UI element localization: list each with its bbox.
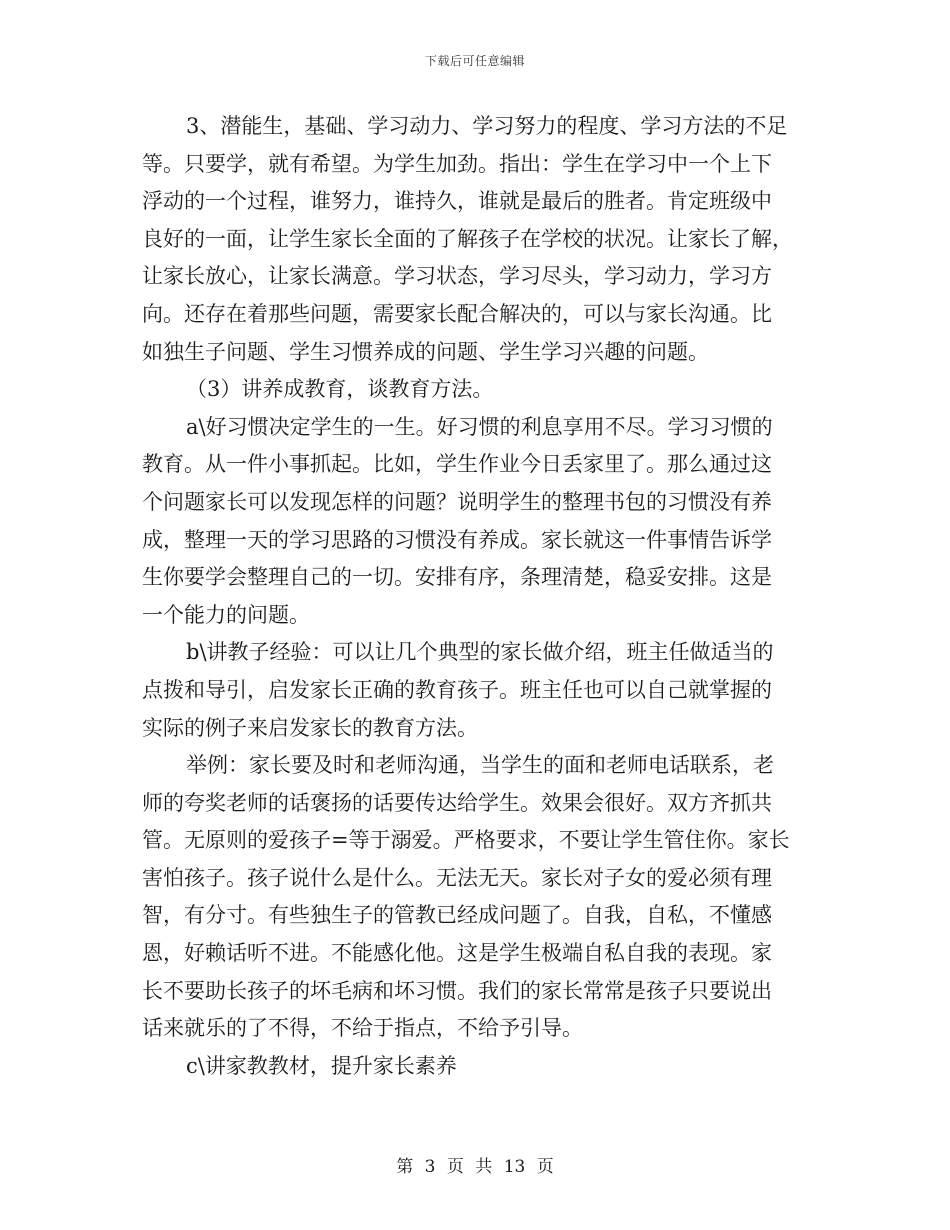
paragraph-line: 恩，好赖话听不进。不能感化他。这是学生极端自私自我的表现。家 <box>142 941 772 966</box>
paragraph-line: 长不要助长孩子的坏毛病和坏习惯。我们的家长常常是孩子只要说出 <box>142 978 772 1003</box>
paragraph-line: a\好习惯决定学生的一生。好习惯的利息享用不尽。学习习惯的 <box>186 414 773 439</box>
paragraph-line: 生你要学会整理自己的一切。安排有序，条理清楚，稳妥安排。这是 <box>142 565 772 590</box>
paragraph-line: 3、潜能生，基础、学习动力、学习努力的程度、学习方法的不足 <box>186 114 788 138</box>
page-number: 第 3 页 共 13 页 <box>396 1157 554 1177</box>
paragraph-line: 良好的一面，让学生家长全面的了解孩子在学校的状况。让家长了解， <box>142 226 793 251</box>
paragraph-line: 浮动的一个过程，谁努力，谁持久，谁就是最后的胜者。肯定班级中 <box>142 189 772 214</box>
paragraph-line: 如独生子问题、学生习惯养成的问题、学生学习兴趣的问题。 <box>142 339 709 364</box>
paragraph-line: 教育。从一件小事抓起。比如，学生作业今日丢家里了。那么通过这 <box>142 452 772 477</box>
paragraph-line: 点拨和导引，启发家长正确的教育孩子。班主任也可以自己就掌握的 <box>142 677 772 702</box>
paragraph-line: 成，整理一天的学习思路的习惯没有养成。家长就这一件事情告诉学 <box>142 527 772 552</box>
paragraph-line: 向。还存在着那些问题，需要家长配合解决的，可以与家长沟通。比 <box>142 301 772 326</box>
paragraph-line: 一个能力的问题。 <box>142 602 310 627</box>
paragraph-line: 管。无原则的爱孩子=等于溺爱。严格要求，不要让学生管住你。家长 <box>142 828 790 853</box>
paragraph-line: 害怕孩子。孩子说什么是什么。无法无天。家长对子女的爱必须有理 <box>142 865 772 890</box>
paragraph-line: 让家长放心，让家长满意。学习状态，学习尽头，学习动力，学习方 <box>142 264 772 289</box>
paragraph-line: 实际的例子来启发家长的教育方法。 <box>142 715 478 740</box>
paragraph-line: 话来就乐的了不得，不给于指点，不给予引导。 <box>142 1016 583 1041</box>
page-header-note: 下载后可任意编辑 <box>424 54 525 68</box>
paragraph-line: c\讲家教教材，提升家长素养 <box>186 1053 457 1078</box>
paragraph-line: 个问题家长可以发现怎样的问题？说明学生的整理书包的习惯没有养 <box>142 489 772 514</box>
paragraph-line: 等。只要学，就有希望。为学生加劲。指出：学生在学习中一个上下 <box>142 151 772 176</box>
paragraph-line: 师的夸奖老师的话褒扬的话要传达给学生。效果会很好。双方齐抓共 <box>142 790 772 815</box>
section-heading: （3）讲养成教育，谈教育方法。 <box>186 377 494 402</box>
paragraph-line: b\讲教子经验：可以让几个典型的家长做介绍，班主任做适当的 <box>186 640 774 665</box>
document-body <box>142 108 810 1085</box>
paragraph-line: 智，有分寸。有些独生子的管教已经成问题了。自我，自私，不懂感 <box>142 903 772 928</box>
paragraph-line: 举例：家长要及时和老师沟通，当学生的面和老师电话联系，老 <box>186 753 774 778</box>
